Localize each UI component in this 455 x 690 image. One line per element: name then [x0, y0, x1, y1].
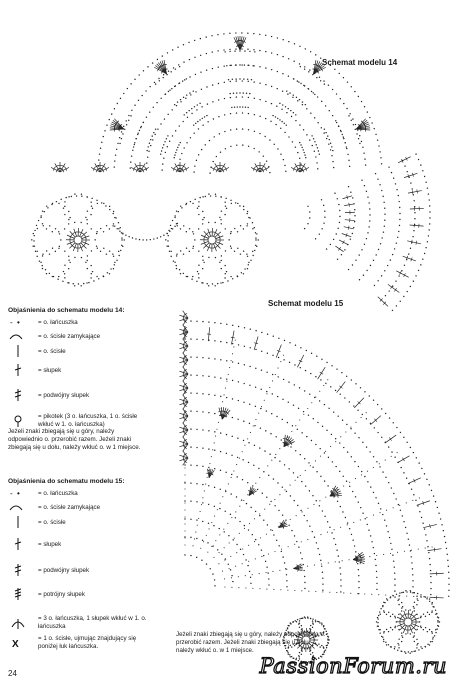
model14-title: Schemat modelu 14 — [322, 58, 398, 67]
triple-treble-icon — [8, 588, 34, 600]
x-mark-icon — [8, 637, 34, 649]
flower-center — [404, 618, 412, 626]
svg-text:•: • — [17, 318, 20, 327]
treble-crochet-icon — [8, 564, 34, 576]
svg-text:-: - — [10, 489, 13, 498]
legend14-item — [8, 345, 66, 357]
legend14-heading: Objaśnienia do schematu modelu 14: — [8, 307, 125, 314]
flower-center — [208, 236, 216, 244]
legend15-item-label: = 3 o. łańcuszka, 1 słupek wkłuć w 1. o. łańcuszka — [38, 615, 147, 630]
legend14-note: Jeżeli znaki zbiegają się u góry, należy odpowiednio o. przerobić razem. Jeżeli znaki zbiegają się u dołu, należy wkłuć o. w 1 miejsce. — [8, 428, 141, 451]
chain-icon — [8, 316, 34, 328]
legend15-item-label: = o. ścisłe zamykające — [38, 503, 101, 511]
model15-title: Schemat modelu 15 — [268, 299, 344, 308]
legend15-item — [8, 635, 148, 650]
legend15-item-label: = 1 o. ścisłe, ujmując znajdujący się poniżej łuk łańcuszka. — [38, 635, 137, 650]
page-number: 24 — [8, 669, 17, 678]
flower-center — [74, 236, 82, 244]
legend14-item — [8, 364, 61, 376]
model15-note: Jeżeli znaki zbiegają się u góry, należy odpowiednio o. przerobić razem. Jeżeli znaki zbiegają się u dołu, należy wkłuć o. w 1 miejsce. — [176, 631, 326, 654]
svg-text:X: X — [12, 638, 19, 649]
legend15-item-label: = podwójny słupek — [38, 566, 90, 574]
treble-crochet-icon — [8, 389, 34, 401]
legend15-item — [8, 501, 100, 513]
legend15-item-label: = o. ścisłe — [38, 518, 66, 526]
picot-icon — [8, 415, 34, 427]
legend15-item-label: = o. łańcuszka — [38, 489, 78, 497]
legend15-item-label: = potrójny słupek — [38, 590, 85, 598]
legend14-item — [8, 330, 100, 342]
legend15-item — [8, 487, 78, 499]
chain-stitch-combo-icon — [8, 617, 34, 629]
legend14-item — [8, 316, 78, 328]
legend14-item-label: = o. łańcuszka — [38, 318, 78, 326]
double-crochet-icon — [8, 364, 34, 376]
double-crochet-icon — [8, 538, 34, 550]
legend15-item-label: = słupek — [38, 540, 62, 548]
legend15-heading: Objaśnienia do schematu modelu 15: — [8, 478, 125, 485]
legend15-item — [8, 538, 61, 550]
slip-stitch-icon — [8, 330, 34, 342]
legend15-item — [8, 564, 89, 576]
chain-icon — [8, 487, 34, 499]
legend15-item — [8, 516, 66, 528]
legend15-item — [8, 615, 148, 630]
slip-stitch-icon — [8, 501, 34, 513]
svg-text:•: • — [17, 489, 20, 498]
legend14-item-label: = słupek — [38, 366, 62, 374]
legend14-item-label: = pikotek (3 o. łańcuszka, 1 o. ścisłe wkłuć w 1. o. łańcuszka) — [38, 413, 138, 428]
svg-text:-: - — [10, 318, 13, 327]
legend14-item — [8, 413, 148, 428]
single-crochet-icon — [8, 516, 34, 528]
single-crochet-icon — [8, 345, 34, 357]
legend14-item-label: = o. ścisłe — [38, 347, 66, 355]
legend14-item-label: = podwójny słupek — [38, 391, 90, 399]
watermark: PassionForum.ru — [259, 654, 447, 678]
legend15-item — [8, 588, 85, 600]
legend14-item-label: = o. ścisłe zamykające — [38, 332, 101, 340]
legend14-item — [8, 389, 89, 401]
